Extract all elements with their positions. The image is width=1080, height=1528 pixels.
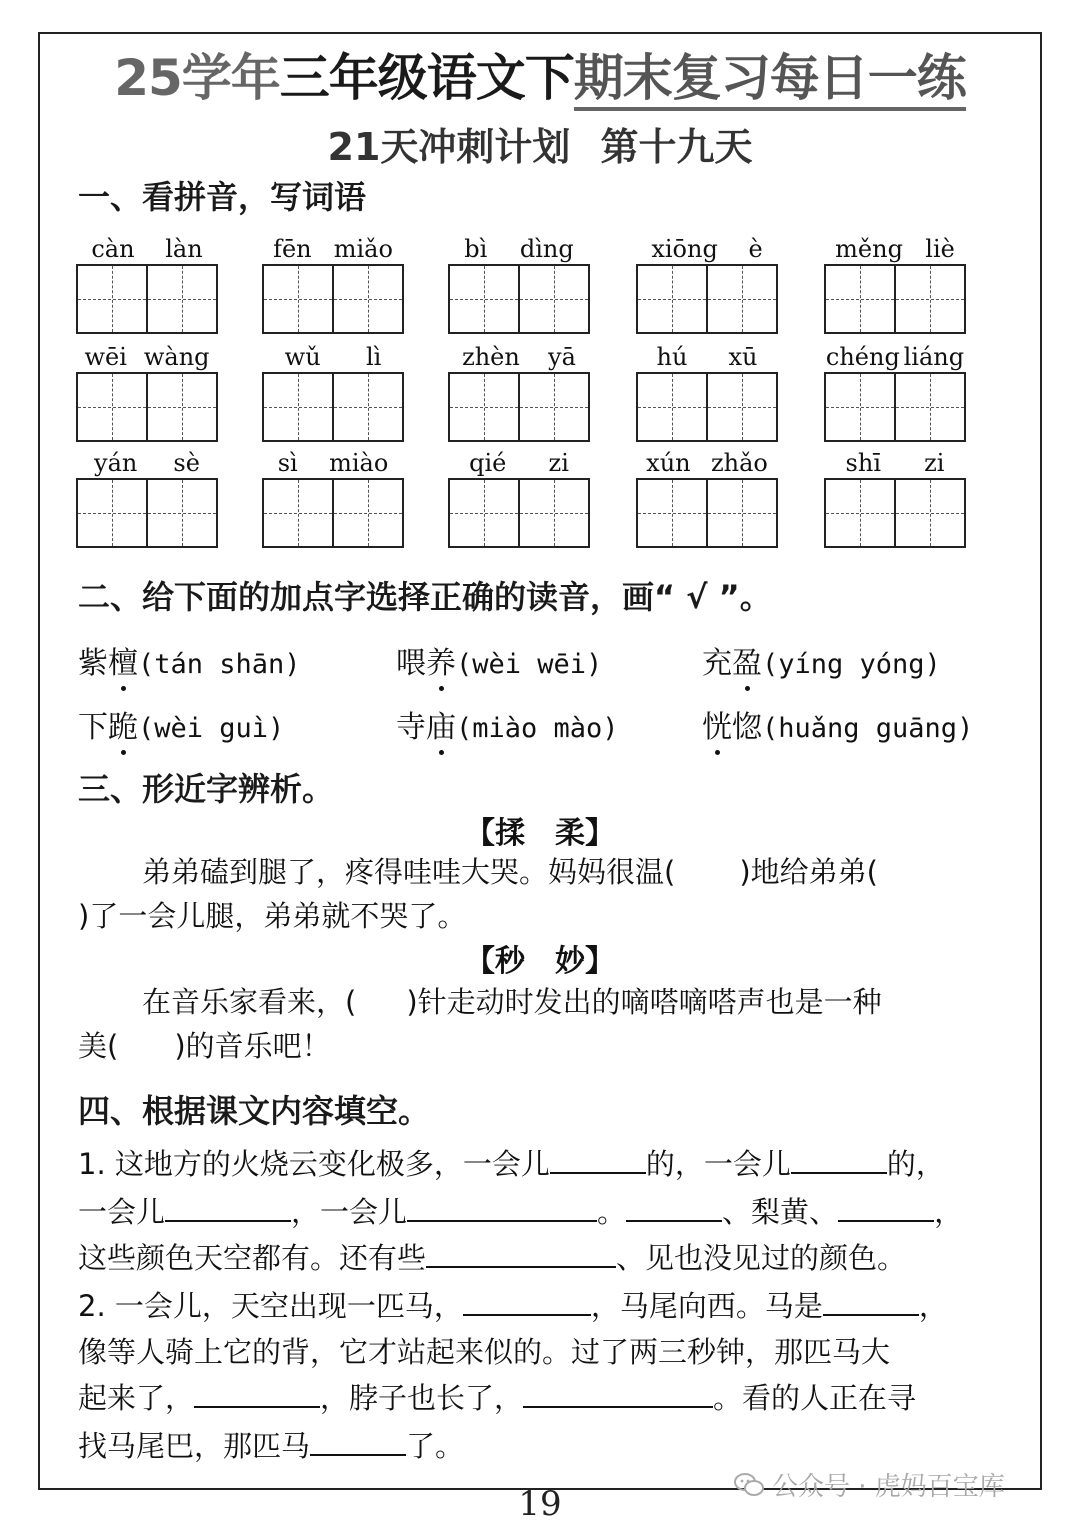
- pinyin-options: (huǎng guāng): [762, 713, 974, 744]
- pronunciation-item[interactable]: [78, 638, 301, 682]
- watermark: 公众号 · 虎妈百宝库: [734, 1466, 1005, 1503]
- dotted-char: 养: [426, 646, 456, 681]
- word-char: 寺: [396, 710, 426, 745]
- pinyin-syllable: fēn: [273, 235, 312, 263]
- pinyin-label: [824, 234, 966, 264]
- pinyin-label: [262, 342, 404, 372]
- pinyin-options: (wèi guì): [138, 713, 285, 744]
- q2-line-4: 找马尾巴，那匹马 了。: [78, 1429, 465, 1463]
- word-box: [448, 448, 590, 548]
- blank[interactable]: [310, 1428, 406, 1456]
- pronunciation-item[interactable]: [702, 638, 941, 682]
- word-box: [262, 342, 404, 442]
- pronunciation-item[interactable]: [78, 702, 284, 746]
- writing-cell[interactable]: [826, 480, 894, 546]
- word-box: [76, 234, 218, 334]
- writing-cell[interactable]: [894, 266, 964, 332]
- writing-cell[interactable]: [450, 266, 518, 332]
- blank[interactable]: [165, 1194, 291, 1222]
- title-review: 期末复习每日一练: [574, 49, 966, 111]
- blank[interactable]: [463, 1288, 591, 1316]
- pinyin-label: [76, 234, 218, 264]
- pinyin-syllable: yā: [548, 343, 576, 371]
- writing-cell[interactable]: [332, 374, 402, 440]
- char-pair-2: 【秒 妙】: [465, 944, 615, 979]
- word-char: 紫: [78, 646, 108, 681]
- pinyin-syllable: è: [748, 235, 763, 263]
- pinyin-syllable: wēi: [84, 343, 127, 371]
- pinyin-label: [448, 234, 590, 264]
- pinyin-syllable: zi: [548, 449, 569, 477]
- pinyin-syllable: miào: [329, 449, 389, 477]
- dotted-char: 盈: [732, 646, 762, 681]
- writing-cell[interactable]: [146, 374, 216, 440]
- writing-cell[interactable]: [450, 374, 518, 440]
- pinyin-syllable: sì: [277, 449, 298, 477]
- writing-cell[interactable]: [264, 374, 332, 440]
- dotted-char: 檀: [108, 646, 138, 681]
- title-year: 25学年: [114, 49, 280, 107]
- writing-cell[interactable]: [332, 266, 402, 332]
- pinyin-syllable: xún: [646, 449, 691, 477]
- section2-heading: 二、给下面的加点字选择正确的读音，画“ √ ”。: [78, 578, 772, 616]
- pronunciation-item[interactable]: [396, 638, 602, 682]
- pinyin-syllable: hú: [656, 343, 688, 371]
- pinyin-syllable: zi: [924, 449, 945, 477]
- paragraph-2-line-2: 美( )的音乐吧！: [78, 1029, 331, 1063]
- pinyin-syllable: lì: [365, 343, 382, 371]
- writing-cell[interactable]: [78, 374, 146, 440]
- page-number: 19: [518, 1484, 562, 1524]
- section1-heading: 一、看拼音，写词语: [78, 178, 367, 216]
- word-char: 喂: [396, 646, 426, 681]
- subtitle-day: 第十九天: [600, 125, 753, 169]
- writing-cell[interactable]: [638, 480, 706, 546]
- pinyin-syllable: liè: [925, 235, 955, 263]
- pinyin-label: [448, 342, 590, 372]
- word-box: [262, 234, 404, 334]
- pinyin-syllable: chéng: [825, 343, 900, 371]
- writing-cell[interactable]: [518, 266, 588, 332]
- writing-cell[interactable]: [894, 480, 964, 546]
- writing-cell[interactable]: [706, 266, 776, 332]
- char-pair-1: 【揉 柔】: [465, 816, 615, 851]
- q2-line-2: 像等人骑上它的背，它才站起来似的。过了两三秒钟，那匹马大: [78, 1335, 891, 1369]
- pinyin-syllable: zhǎo: [710, 449, 768, 477]
- pinyin-syllable: sè: [173, 449, 200, 477]
- pinyin-label: [636, 234, 778, 264]
- pinyin-label: [76, 448, 218, 478]
- dotted-char: 庙: [426, 710, 456, 745]
- subtitle-plan: 21天冲刺计划: [327, 125, 571, 169]
- writing-cell[interactable]: [264, 266, 332, 332]
- pinyin-syllable: shī: [845, 449, 881, 477]
- pinyin-label: [262, 234, 404, 264]
- pinyin-syllable: wàng: [143, 343, 210, 371]
- pinyin-label: [76, 342, 218, 372]
- pinyin-syllable: làn: [165, 235, 203, 263]
- writing-cell[interactable]: [826, 374, 894, 440]
- pinyin-label: [448, 448, 590, 478]
- writing-cell[interactable]: [826, 266, 894, 332]
- blank[interactable]: [791, 1146, 887, 1174]
- blank[interactable]: [194, 1380, 320, 1408]
- word-box: [262, 448, 404, 548]
- q1-line-2: 一会儿 ，一会儿 。 、梨黄、 ，: [78, 1195, 964, 1229]
- writing-cell[interactable]: [638, 374, 706, 440]
- pinyin-label: [262, 448, 404, 478]
- writing-cell[interactable]: [706, 374, 776, 440]
- dotted-char: 跪: [108, 710, 138, 745]
- pinyin-syllable: càn: [91, 235, 135, 263]
- pinyin-options: (yíng yóng): [762, 649, 941, 680]
- blank[interactable]: [426, 1240, 616, 1268]
- word-box: [76, 448, 218, 548]
- writing-cell[interactable]: [146, 480, 216, 546]
- pinyin-syllable: bì: [464, 235, 488, 263]
- pinyin-syllable: yán: [94, 449, 138, 477]
- pinyin-label: [824, 342, 966, 372]
- word-box: [636, 448, 778, 548]
- pinyin-syllable: zhèn: [462, 343, 520, 371]
- word-box: [824, 342, 966, 442]
- pinyin-options: (tán shān): [138, 649, 301, 680]
- paragraph-2-line-1: 在音乐家看来，( )针走动时发出的嘀嗒嘀嗒声也是一种: [142, 985, 882, 1019]
- pinyin-options: (miào mào): [456, 713, 619, 744]
- word-box: [76, 342, 218, 442]
- writing-cell[interactable]: [78, 266, 146, 332]
- worksheet-title: [0, 38, 1080, 110]
- pinyin-syllable: xū: [728, 343, 758, 371]
- pinyin-label: [824, 448, 966, 478]
- worksheet-subtitle: [0, 116, 1080, 171]
- pinyin-label: [636, 342, 778, 372]
- paragraph-1-line-1: 弟弟磕到腿了，疼得哇哇大哭。妈妈很温( )地给弟弟(: [142, 855, 878, 889]
- dotted-char: 恍: [702, 710, 732, 745]
- word-box: [824, 448, 966, 548]
- writing-cell[interactable]: [78, 480, 146, 546]
- writing-cell[interactable]: [518, 374, 588, 440]
- writing-cell[interactable]: [894, 374, 964, 440]
- q1-line-1: 1. 这地方的火烧云变化极多，一会儿 的，一会儿 的，: [78, 1147, 945, 1181]
- pinyin-label: [636, 448, 778, 478]
- pinyin-options: (wèi wēi): [456, 649, 603, 680]
- pinyin-syllable: qié: [469, 449, 507, 477]
- section4-heading: 四、根据课文内容填空。: [78, 1092, 431, 1130]
- pronunciation-item[interactable]: [702, 702, 973, 746]
- writing-cell[interactable]: [332, 480, 402, 546]
- writing-cell[interactable]: [146, 266, 216, 332]
- pinyin-syllable: miǎo: [333, 235, 393, 263]
- writing-cell[interactable]: [450, 480, 518, 546]
- writing-cell[interactable]: [706, 480, 776, 546]
- pinyin-syllable: liáng: [903, 343, 965, 371]
- word-char: 惚: [732, 710, 762, 745]
- title-grade: 三年级语文下: [279, 49, 574, 107]
- blank[interactable]: [626, 1194, 722, 1222]
- q2-line-1: 2. 一会儿，天空出现一匹马， ，马尾向西。马是 ，: [78, 1289, 948, 1323]
- word-box: [636, 342, 778, 442]
- blank[interactable]: [523, 1380, 713, 1408]
- blank[interactable]: [550, 1146, 646, 1174]
- blank[interactable]: [823, 1288, 919, 1316]
- pinyin-syllable: měng: [835, 235, 903, 263]
- writing-cell[interactable]: [518, 480, 588, 546]
- word-box: [636, 234, 778, 334]
- paragraph-1-line-2: )了一会儿腿，弟弟就不哭了。: [78, 899, 467, 933]
- pinyin-syllable: xiōng: [651, 235, 718, 263]
- word-box: [448, 234, 590, 334]
- word-box: [448, 342, 590, 442]
- writing-cell[interactable]: [264, 480, 332, 546]
- blank[interactable]: [407, 1194, 597, 1222]
- pinyin-syllable: dìng: [519, 235, 574, 263]
- writing-cell[interactable]: [638, 266, 706, 332]
- blank[interactable]: [838, 1194, 934, 1222]
- q1-line-3: 这些颜色天空都有。还有些 、见也没见过的颜色。: [78, 1241, 907, 1275]
- pronunciation-item[interactable]: [396, 702, 619, 746]
- word-char: 充: [702, 646, 732, 681]
- pinyin-syllable: wǔ: [284, 343, 321, 371]
- section3-heading: 三、形近字辨析。: [78, 770, 335, 808]
- q2-line-3: 起来了， ，脖子也长了， 。看的人正在寻: [78, 1381, 917, 1415]
- word-box: [824, 234, 966, 334]
- word-char: 下: [78, 710, 108, 745]
